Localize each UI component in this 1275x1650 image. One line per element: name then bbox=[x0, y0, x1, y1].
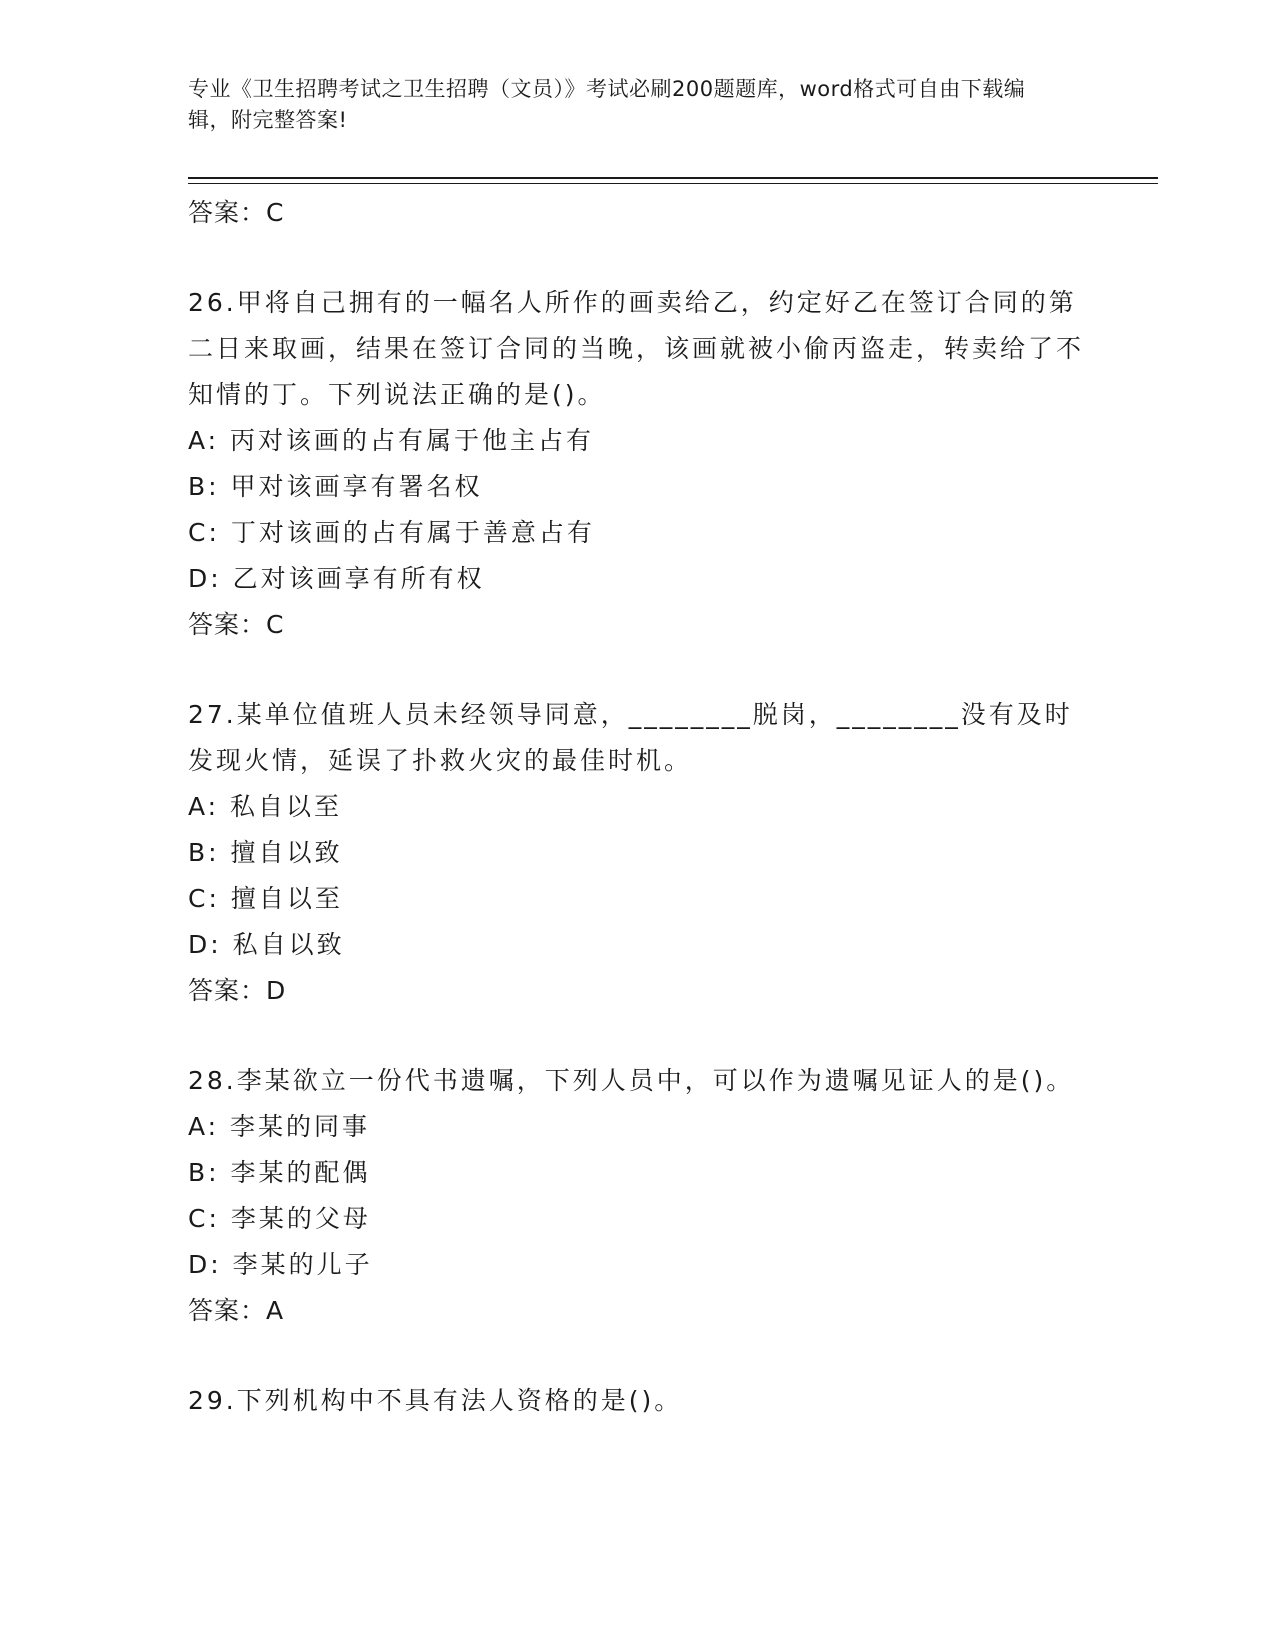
answer-line bbox=[188, 602, 1088, 648]
option-c: C: 丁对该画的占有属于善意占有 bbox=[188, 518, 595, 547]
spacer bbox=[188, 1334, 1088, 1378]
question-28 bbox=[188, 1058, 1088, 1334]
answer-label: 答案： bbox=[188, 198, 267, 227]
answer-value: C bbox=[266, 610, 285, 639]
spacer bbox=[188, 236, 1088, 280]
answer-label: 答案： bbox=[188, 1296, 267, 1325]
answer-value: A bbox=[266, 1296, 285, 1325]
option-b: B: 擅自以致 bbox=[188, 838, 343, 867]
option-a: A: 李某的同事 bbox=[188, 1112, 371, 1141]
option-a: A: 丙对该画的占有属于他主占有 bbox=[188, 426, 595, 455]
question-list bbox=[188, 190, 1088, 1424]
option-a: A: 私自以至 bbox=[188, 792, 343, 821]
option-d: D: 私自以致 bbox=[188, 930, 345, 959]
option-d: D: 李某的儿子 bbox=[188, 1250, 373, 1279]
answer-line bbox=[188, 1288, 1088, 1334]
spacer bbox=[188, 1014, 1088, 1058]
answer-line bbox=[188, 190, 1088, 236]
answer-value: C bbox=[266, 198, 285, 227]
header-rule-thin bbox=[188, 183, 1158, 184]
option-c: C: 擅自以至 bbox=[188, 884, 343, 913]
option-b: B: 甲对该画享有署名权 bbox=[188, 472, 483, 501]
document-header: 专业《卫生招聘考试之卫生招聘（文员）》考试必刷200题题库，word格式可自由下载编辑，附完整答案! bbox=[188, 77, 1026, 132]
answer-line bbox=[188, 968, 1088, 1014]
question-text: 26.甲将自己拥有的一幅名人所作的画卖给乙，约定好乙在签订合同的第二日来取画，结果在签订合同的当晚，该画就被小偷丙盗走，转卖给了不知情的丁。下列说法正确的是()。 bbox=[188, 288, 1085, 409]
question-text: 29.下列机构中不具有法人资格的是()。 bbox=[188, 1386, 683, 1415]
question-text: 27.某单位值班人员未经领导同意，________脱岗，________没有及时发现火情，延误了扑救火灾的最佳时机。 bbox=[188, 700, 1073, 775]
question-text: 28.李某欲立一份代书遗嘱，下列人员中，可以作为遗嘱见证人的是()。 bbox=[188, 1066, 1075, 1095]
option-c: C: 李某的父母 bbox=[188, 1204, 371, 1233]
header-rule-thick bbox=[188, 177, 1158, 179]
option-b: B: 李某的配偶 bbox=[188, 1158, 371, 1187]
question-27 bbox=[188, 692, 1088, 1014]
option-d: D: 乙对该画享有所有权 bbox=[188, 564, 485, 593]
question-26 bbox=[188, 280, 1088, 648]
spacer bbox=[188, 648, 1088, 692]
question-29 bbox=[188, 1378, 1088, 1424]
answer-label: 答案： bbox=[188, 610, 267, 639]
answer-label: 答案： bbox=[188, 976, 267, 1005]
answer-value: D bbox=[266, 976, 287, 1005]
